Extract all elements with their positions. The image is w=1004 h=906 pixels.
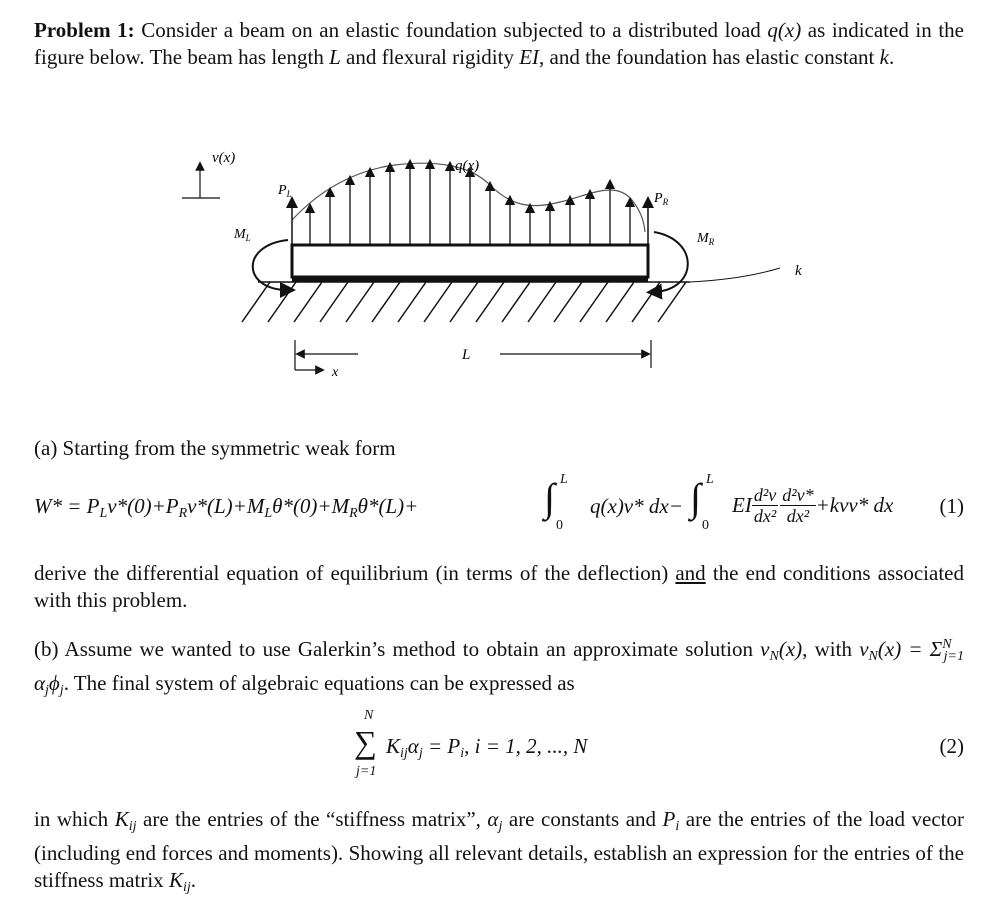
- final-text: are constants and: [502, 807, 663, 831]
- intro-k: k: [879, 45, 889, 69]
- final-text: are the entries of the “stiffness matrix”,: [136, 807, 488, 831]
- final-P-sub: i: [675, 819, 680, 834]
- beam: [292, 245, 648, 277]
- eq2-rest: = P: [422, 734, 461, 758]
- vN-sub: N: [769, 649, 779, 664]
- int2-EI: EI: [732, 492, 752, 517]
- beam-figure: [170, 140, 810, 390]
- b-text: , with: [802, 637, 860, 661]
- eq2-K-sub: ij: [400, 746, 408, 761]
- equation-2: [34, 708, 964, 788]
- PL-label: $P_L$: [278, 183, 292, 199]
- load-arrows: [310, 164, 630, 245]
- eq1-body: [34, 494, 418, 522]
- phi: ϕ: [48, 671, 60, 695]
- eq1-term: v*(L)+M: [187, 494, 265, 518]
- int2-tail: +kvv* dx: [815, 492, 894, 517]
- alpha-sub: j: [45, 683, 49, 698]
- alpha: α: [34, 671, 46, 695]
- vN2: v: [859, 637, 869, 661]
- int2-lower: 0: [702, 518, 709, 533]
- intro-text: Consider a beam on an elastic foundation subjected to a distributed load: [134, 18, 768, 42]
- frac1-num: d²v: [753, 484, 777, 505]
- x-label: x: [332, 365, 339, 380]
- eq1-term: W* = P: [34, 494, 100, 518]
- derive-text: the end conditions associated with this problem.: [34, 561, 964, 612]
- intro-q: q(x): [767, 18, 802, 42]
- frac1-den: dx²: [753, 505, 777, 526]
- b-text: (b) Assume we wanted to use Galerkin’s method to obtain an approximate solution: [34, 637, 761, 661]
- part-b-final: [34, 806, 964, 901]
- k-label: k: [795, 263, 802, 279]
- final-K2-sub: ij: [182, 880, 191, 895]
- vN2-sub: N: [868, 649, 878, 664]
- vN: v: [760, 637, 770, 661]
- sum-top: N: [364, 708, 374, 723]
- intro-L: L: [329, 45, 341, 69]
- ML-label: $M_L$: [234, 227, 251, 243]
- part-a-intro: (a) Starting from the symmetric weak form: [34, 436, 396, 460]
- v-label: v(x): [212, 150, 236, 166]
- final-text: .: [190, 868, 196, 892]
- problem-intro: [34, 17, 964, 71]
- equation-number-2: (2): [939, 734, 964, 758]
- intro-EI: EI: [519, 45, 540, 69]
- eq1-sub: L: [264, 506, 273, 521]
- integral-sign: ∫: [690, 475, 701, 520]
- intro-text: and flexural rigidity: [340, 45, 520, 69]
- b-text: . The final system of algebraic equations can be expressed as: [63, 671, 575, 695]
- eq1-sub: R: [349, 506, 358, 521]
- final-text: in which: [34, 807, 115, 831]
- final-K-sub: ij: [128, 819, 137, 834]
- intro-text: , and the foundation has elastic constant: [539, 45, 880, 69]
- int1-lower: 0: [556, 518, 563, 533]
- MR-label: $M_R$: [697, 231, 715, 247]
- vN-arg: (x): [778, 637, 803, 661]
- int1-upper: L: [560, 472, 568, 487]
- integral-sign: ∫: [544, 475, 555, 520]
- equation-1: [34, 472, 964, 538]
- eq1-term: v*(0)+P: [107, 494, 179, 518]
- eq2-tail: , i = 1, 2, ..., N: [464, 734, 588, 758]
- sum-bottom: j=1: [356, 764, 377, 779]
- eq2-body: [386, 734, 587, 762]
- phi-sub: j: [59, 683, 64, 698]
- int1-body: q(x)v* dx−: [590, 494, 683, 518]
- sum-sub: j=1: [943, 649, 964, 664]
- frac2-num: d²v*: [782, 484, 814, 505]
- eq1-term: θ*(0)+M: [272, 494, 350, 518]
- intro-text: .: [888, 45, 895, 69]
- L-label: L: [462, 347, 471, 363]
- problem-heading: Problem 1:: [34, 18, 135, 42]
- fraction-1: [752, 485, 778, 526]
- final-K2: K: [168, 868, 183, 892]
- eq1-sub: L: [99, 506, 108, 521]
- frac2-den: dx²: [786, 505, 810, 526]
- integral-2: [690, 472, 730, 538]
- int2-body: [732, 482, 893, 528]
- part-a-derive: [34, 560, 964, 614]
- q-label: q(x): [455, 158, 480, 174]
- beam-base: [292, 276, 648, 282]
- part-b-intro: [34, 631, 964, 704]
- sum-sup: N: [942, 637, 952, 652]
- PR-label: $P_R$: [654, 191, 669, 207]
- eq2-P-sub: i: [460, 746, 465, 761]
- eq2-alpha: α: [407, 734, 419, 758]
- equation-number-1: (1): [939, 494, 964, 518]
- derive-and: and: [675, 561, 706, 585]
- fraction-2: [780, 485, 815, 526]
- final-alpha-sub: j: [498, 819, 503, 834]
- intro-text: as indicated in the figure below. The beam has length: [34, 18, 964, 69]
- eq1-sub: R: [178, 506, 188, 521]
- final-alpha: α: [487, 807, 499, 831]
- final-K: K: [114, 807, 129, 831]
- sum-sign: ∑: [354, 724, 377, 760]
- vN2-rest: (x) = Σ: [877, 637, 943, 661]
- derive-text: derive the differential equation of equilibrium (in terms of the deflection): [34, 561, 676, 585]
- int2-upper: L: [706, 472, 714, 487]
- eq2-alpha-sub: j: [418, 746, 423, 761]
- final-P: P: [662, 807, 676, 831]
- eq2-K: K: [386, 734, 401, 758]
- eq1-term: θ*(L)+: [357, 494, 419, 518]
- k-leader: [690, 268, 780, 282]
- foundation-hatch: [242, 282, 690, 322]
- final-text: are the entries of the load vector (including end forces and moments). Showing all relevant details, establish an expression for the entries of the stiffness matrix: [34, 807, 964, 892]
